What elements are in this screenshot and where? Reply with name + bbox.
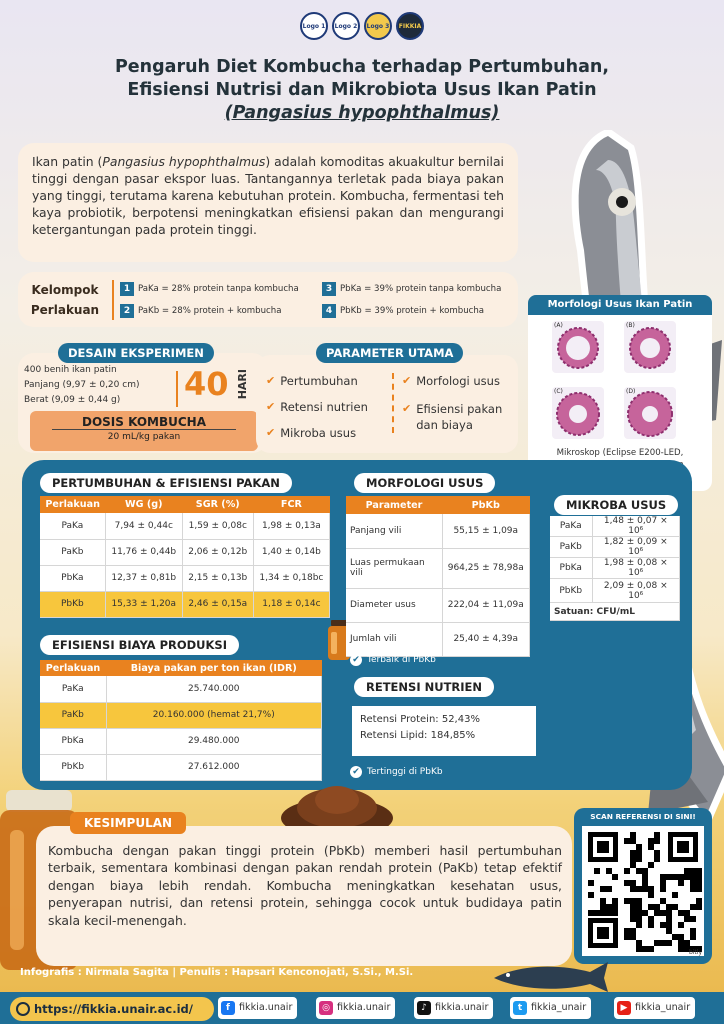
- qr-title: SCAN REFERENSI DI SINI!: [590, 812, 696, 821]
- social-facebook[interactable]: [218, 997, 297, 1019]
- table-cell: Panjang vili: [346, 514, 442, 548]
- micrograph-label: (D): [626, 388, 636, 395]
- param-item: [402, 401, 502, 433]
- param-label-line-2: dan biaya: [416, 418, 473, 432]
- microbes-unit: Satuan: CFU/mL: [550, 603, 680, 621]
- table-cell: Luas permukaan vili: [346, 548, 442, 588]
- table-header-row: [40, 496, 330, 513]
- param-item: [266, 399, 368, 415]
- table-header-row: [40, 660, 322, 676]
- treatment-label: PaKb = 28% protein + kombucha: [138, 305, 282, 316]
- logo-1: Logo 1: [300, 12, 328, 40]
- table-cell: PbKb: [550, 579, 592, 603]
- retention-lipid: Retensi Lipid: 184,85%: [360, 730, 476, 741]
- treatment-item: [322, 304, 518, 318]
- table-cell: 1,98 ± 0,08 × 10⁶: [592, 558, 680, 579]
- main-parameters: [256, 343, 518, 453]
- treatment-item: [322, 282, 518, 296]
- cost-section: [40, 634, 239, 655]
- treatment-number: 1: [120, 282, 134, 296]
- params-title: PARAMETER UTAMA: [316, 343, 463, 363]
- treatment-number: 2: [120, 304, 134, 318]
- microbes-title: MIKROBA USUS: [554, 495, 678, 515]
- microbes-table: [550, 516, 680, 621]
- retention-section: [354, 676, 494, 697]
- table-cell: 2,46 ± 0,15a: [182, 591, 253, 617]
- treatment-label: PbKa = 39% protein tanpa kombucha: [340, 283, 502, 294]
- column-header: FCR: [253, 496, 329, 513]
- website-link[interactable]: [10, 997, 214, 1021]
- table-row: [40, 513, 330, 539]
- param-label: Morfologi usus: [416, 374, 500, 388]
- table-row: [346, 548, 530, 588]
- table-cell: PbKa: [40, 728, 106, 754]
- table-cell: PbKa: [550, 558, 592, 579]
- qr-reference[interactable]: [574, 808, 712, 964]
- params-divider: [392, 373, 394, 433]
- table-cell: PbKb: [40, 591, 105, 617]
- micrograph-d: [624, 387, 676, 439]
- table-row: [550, 516, 680, 537]
- table-row: [346, 622, 530, 656]
- morphology-section: [354, 472, 495, 493]
- logo-2: Logo 2: [332, 12, 360, 40]
- table-cell: 2,09 ± 0,08 × 10⁶: [592, 579, 680, 603]
- logo-3: Logo 3: [364, 12, 392, 40]
- check-circle-icon: ✔: [350, 654, 362, 666]
- footer-bar: [0, 992, 724, 1024]
- table-cell: PbKa: [40, 565, 105, 591]
- title-line-1: Pengaruh Diet Kombucha terhadap Pertumbuhan,: [114, 57, 610, 77]
- table-row: [346, 588, 530, 622]
- conclusion-card: [36, 816, 572, 966]
- retention-title: RETENSI NUTRIEN: [354, 677, 494, 697]
- intro-card: [18, 143, 518, 262]
- micrograph-c: [552, 387, 604, 439]
- duration-days-label: HARI: [236, 369, 249, 400]
- table-cell: 222,04 ± 11,09a: [442, 588, 530, 622]
- social-tiktok[interactable]: [414, 997, 493, 1019]
- title-line-2: Efisiensi Nutrisi dan Mikrobiota Usus Ikan Patin: [127, 80, 597, 100]
- qr-code[interactable]: [582, 826, 704, 956]
- qr-code-pattern: [582, 826, 704, 956]
- param-label: [416, 401, 502, 433]
- social-handle: fikkia.unair: [337, 1002, 391, 1013]
- table-row: [550, 558, 680, 579]
- catfish-silhouette-icon: [490, 958, 610, 994]
- table-row-highlight: [40, 591, 330, 617]
- conclusion-title: KESIMPULAN: [70, 812, 186, 834]
- instagram-icon: ◎: [319, 1001, 333, 1015]
- dose-value: 20 mL/kg pakan: [107, 432, 181, 442]
- micrograph-label: (B): [626, 322, 635, 329]
- column-header: Perlakuan: [40, 660, 106, 676]
- table-cell: PbKb: [40, 754, 106, 780]
- table-cell: 7,94 ± 0,44c: [105, 513, 182, 539]
- column-header: Biaya pakan per ton ikan (IDR): [106, 660, 322, 676]
- table-cell: 1,48 ± 0,07 × 10⁶: [592, 516, 680, 537]
- social-handle: fikkia_unair: [531, 1002, 587, 1013]
- design-details: [24, 363, 184, 408]
- table-cell: 1,18 ± 0,14c: [253, 591, 329, 617]
- table-cell: 29.480.000: [106, 728, 322, 754]
- intro-scientific-name: Pangasius hypophthalmus: [102, 154, 266, 169]
- design-title: DESAIN EKSPERIMEN: [58, 343, 214, 363]
- morphology-title: MORFOLOGI USUS: [354, 473, 495, 493]
- social-handle: fikkia.unair: [239, 1002, 293, 1013]
- micrograph-b: [624, 321, 676, 373]
- column-header: Perlakuan: [40, 496, 105, 513]
- facebook-icon: f: [221, 1001, 235, 1015]
- table-row: [550, 579, 680, 603]
- table-row: [40, 539, 330, 565]
- retention-box: [352, 706, 536, 756]
- table-cell: PaKb: [40, 702, 106, 728]
- micrograph-a: [552, 321, 604, 373]
- table-cell: 2,06 ± 0,12b: [182, 539, 253, 565]
- growth-title: PERTUMBUHAN & EFISIENSI PAKAN: [40, 473, 292, 493]
- check-icon: ✔: [402, 374, 412, 387]
- param-label: Retensi nutrien: [280, 400, 368, 414]
- logo-row: [300, 12, 424, 42]
- social-handle: fikkia.unair: [435, 1002, 489, 1013]
- column-header: SGR (%): [182, 496, 253, 513]
- page-title: [70, 56, 654, 125]
- kombucha-dose: [30, 411, 258, 451]
- design-line-2: Panjang (9,97 ± 0,20 cm): [24, 380, 140, 390]
- column-header: WG (g): [105, 496, 182, 513]
- treatment-item: [120, 282, 316, 296]
- param-item: [266, 373, 358, 389]
- column-header: PbKb: [442, 496, 530, 514]
- retention-note-text: Tertinggi di PbKb: [367, 767, 443, 777]
- table-cell: 27.612.000: [106, 754, 322, 780]
- param-label: Mikroba usus: [280, 426, 357, 440]
- design-line-1: 400 benih ikan patin: [24, 365, 117, 375]
- social-twitter[interactable]: [510, 997, 591, 1019]
- credits: Infografis : Nirmala Sagita | Penulis : Hapsari Kenconojati, S.Si., M.Si.: [20, 967, 414, 978]
- treatment-label: PaKa = 28% protein tanpa kombucha: [138, 283, 299, 294]
- table-row: [346, 514, 530, 548]
- table-cell: PaKb: [550, 537, 592, 558]
- table-cell: 15,33 ± 1,20a: [105, 591, 182, 617]
- table-cell: 55,15 ± 1,09a: [442, 514, 530, 548]
- social-youtube[interactable]: [614, 997, 695, 1019]
- cost-table: [40, 660, 322, 781]
- morphology-photo-title: Morfologi Usus Ikan Patin: [528, 295, 712, 315]
- table-cell: 11,76 ± 0,44b: [105, 539, 182, 565]
- treatment-label: PbKb = 39% protein + kombucha: [340, 305, 485, 316]
- growth-section: [40, 472, 292, 493]
- param-label-line-1: Efisiensi pakan: [416, 402, 503, 416]
- param-label: Pertumbuhan: [280, 374, 358, 388]
- twitter-icon: t: [513, 1001, 527, 1015]
- qr-tag: bitly: [688, 949, 702, 956]
- title-line-3: (Pangasius hypophthalmus): [224, 103, 500, 123]
- check-icon: ✔: [266, 400, 276, 413]
- table-header-row: [346, 496, 530, 514]
- morphology-note-text: Terbaik di PbKb: [367, 655, 436, 665]
- table-cell: 1,40 ± 0,14b: [253, 539, 329, 565]
- table-cell: Jumlah vili: [346, 622, 442, 656]
- treatment-number: 4: [322, 304, 336, 318]
- table-row: [40, 676, 322, 702]
- treatment-number: 3: [322, 282, 336, 296]
- column-header: Parameter: [346, 496, 442, 514]
- table-cell: 1,98 ± 0,13a: [253, 513, 329, 539]
- dose-title: DOSIS KOMBUCHA: [52, 415, 236, 430]
- table-row: [550, 537, 680, 558]
- social-instagram[interactable]: [316, 997, 395, 1019]
- treatment-groups-label: [18, 280, 114, 320]
- table-row: [550, 603, 680, 621]
- globe-icon: [16, 1002, 30, 1016]
- table-row-highlight: [40, 702, 322, 728]
- treatment-item: [120, 304, 316, 318]
- table-cell: 1,59 ± 0,08c: [182, 513, 253, 539]
- treatment-groups-label-2: Perlakuan: [30, 302, 100, 317]
- tiktok-icon: ♪: [417, 1001, 431, 1015]
- table-row: [40, 754, 322, 780]
- table-cell: 12,37 ± 0,81b: [105, 565, 182, 591]
- table-row: [40, 728, 322, 754]
- check-circle-icon: ✔: [350, 766, 362, 778]
- table-cell: 1,82 ± 0,09 × 10⁶: [592, 537, 680, 558]
- cost-title: EFISIENSI BIAYA PRODUKSI: [40, 635, 239, 655]
- table-cell: PaKb: [40, 539, 105, 565]
- check-icon: ✔: [402, 402, 412, 415]
- experimental-design: [18, 343, 250, 453]
- website-url: https://fikkia.unair.ac.id/: [34, 1002, 193, 1016]
- treatment-groups-grid: [120, 282, 518, 318]
- table-cell: PaKa: [40, 676, 106, 702]
- morphology-table: [346, 496, 530, 657]
- social-handle: fikkia_unair: [635, 1002, 691, 1013]
- table-cell: 964,25 ± 78,98a: [442, 548, 530, 588]
- youtube-icon: ▶: [617, 1001, 631, 1015]
- table-cell: 25,40 ± 4,39a: [442, 622, 530, 656]
- caption-line-1: Mikroskop (Eclipse E200-LED,: [556, 448, 684, 458]
- intro-text-1: Ikan patin (: [32, 154, 103, 169]
- micrograph-label: (A): [554, 322, 563, 329]
- retention-note: [350, 766, 443, 778]
- table-cell: Diameter usus: [346, 588, 442, 622]
- design-line-3: Berat (9,09 ± 0,44 g): [24, 395, 121, 405]
- table-cell: PaKa: [40, 513, 105, 539]
- table-cell: 2,15 ± 0,13b: [182, 565, 253, 591]
- micrograph-label: (C): [554, 388, 563, 395]
- check-icon: ✔: [266, 426, 276, 439]
- duration-days: 40: [184, 365, 229, 403]
- param-item: [266, 425, 356, 441]
- intro-text-2: ) adalah komoditas akuakultur bernilai tinggi dengan pasar ekspor luas. Tantangannya terletak pada biaya pakan yang tinggi, terutama karena kebutuhan protein. Kombucha, fermentasi teh kaya probiotik, berpotensi meningkatkan efisiensi pakan dan mengurangi ketergantungan pada protein tinggi.: [32, 154, 504, 237]
- microbes-section: [554, 494, 678, 515]
- design-divider: [176, 371, 178, 407]
- treatment-groups-label-1: Kelompok: [31, 282, 99, 297]
- retention-protein: Retensi Protein: 52,43%: [360, 714, 480, 725]
- check-icon: ✔: [266, 374, 276, 387]
- param-item: [402, 373, 500, 389]
- table-row: [40, 565, 330, 591]
- morphology-note: [350, 654, 436, 666]
- table-cell: 1,34 ± 0,18bc: [253, 565, 329, 591]
- conclusion-text: Kombucha dengan pakan tinggi protein (PbKb) memberi hasil pertumbuhan terbaik, sementara kombinasi dengan pakan rendah protein (PaKb) tetap efektif dengan biaya lebih rendah. Kombucha meningkatkan kesehatan usus, penyerapan nutrisi, dan retensi protein, sehingga cocok untuk budidaya patin skala kecil-menengah.: [48, 843, 562, 928]
- logo-fikkia: FIKKIA: [396, 12, 424, 40]
- table-cell: 25.740.000: [106, 676, 322, 702]
- table-cell: PaKa: [550, 516, 592, 537]
- growth-table: [40, 496, 330, 618]
- table-cell: 20.160.000 (hemat 21,7%): [106, 702, 322, 728]
- treatment-groups: [18, 272, 518, 327]
